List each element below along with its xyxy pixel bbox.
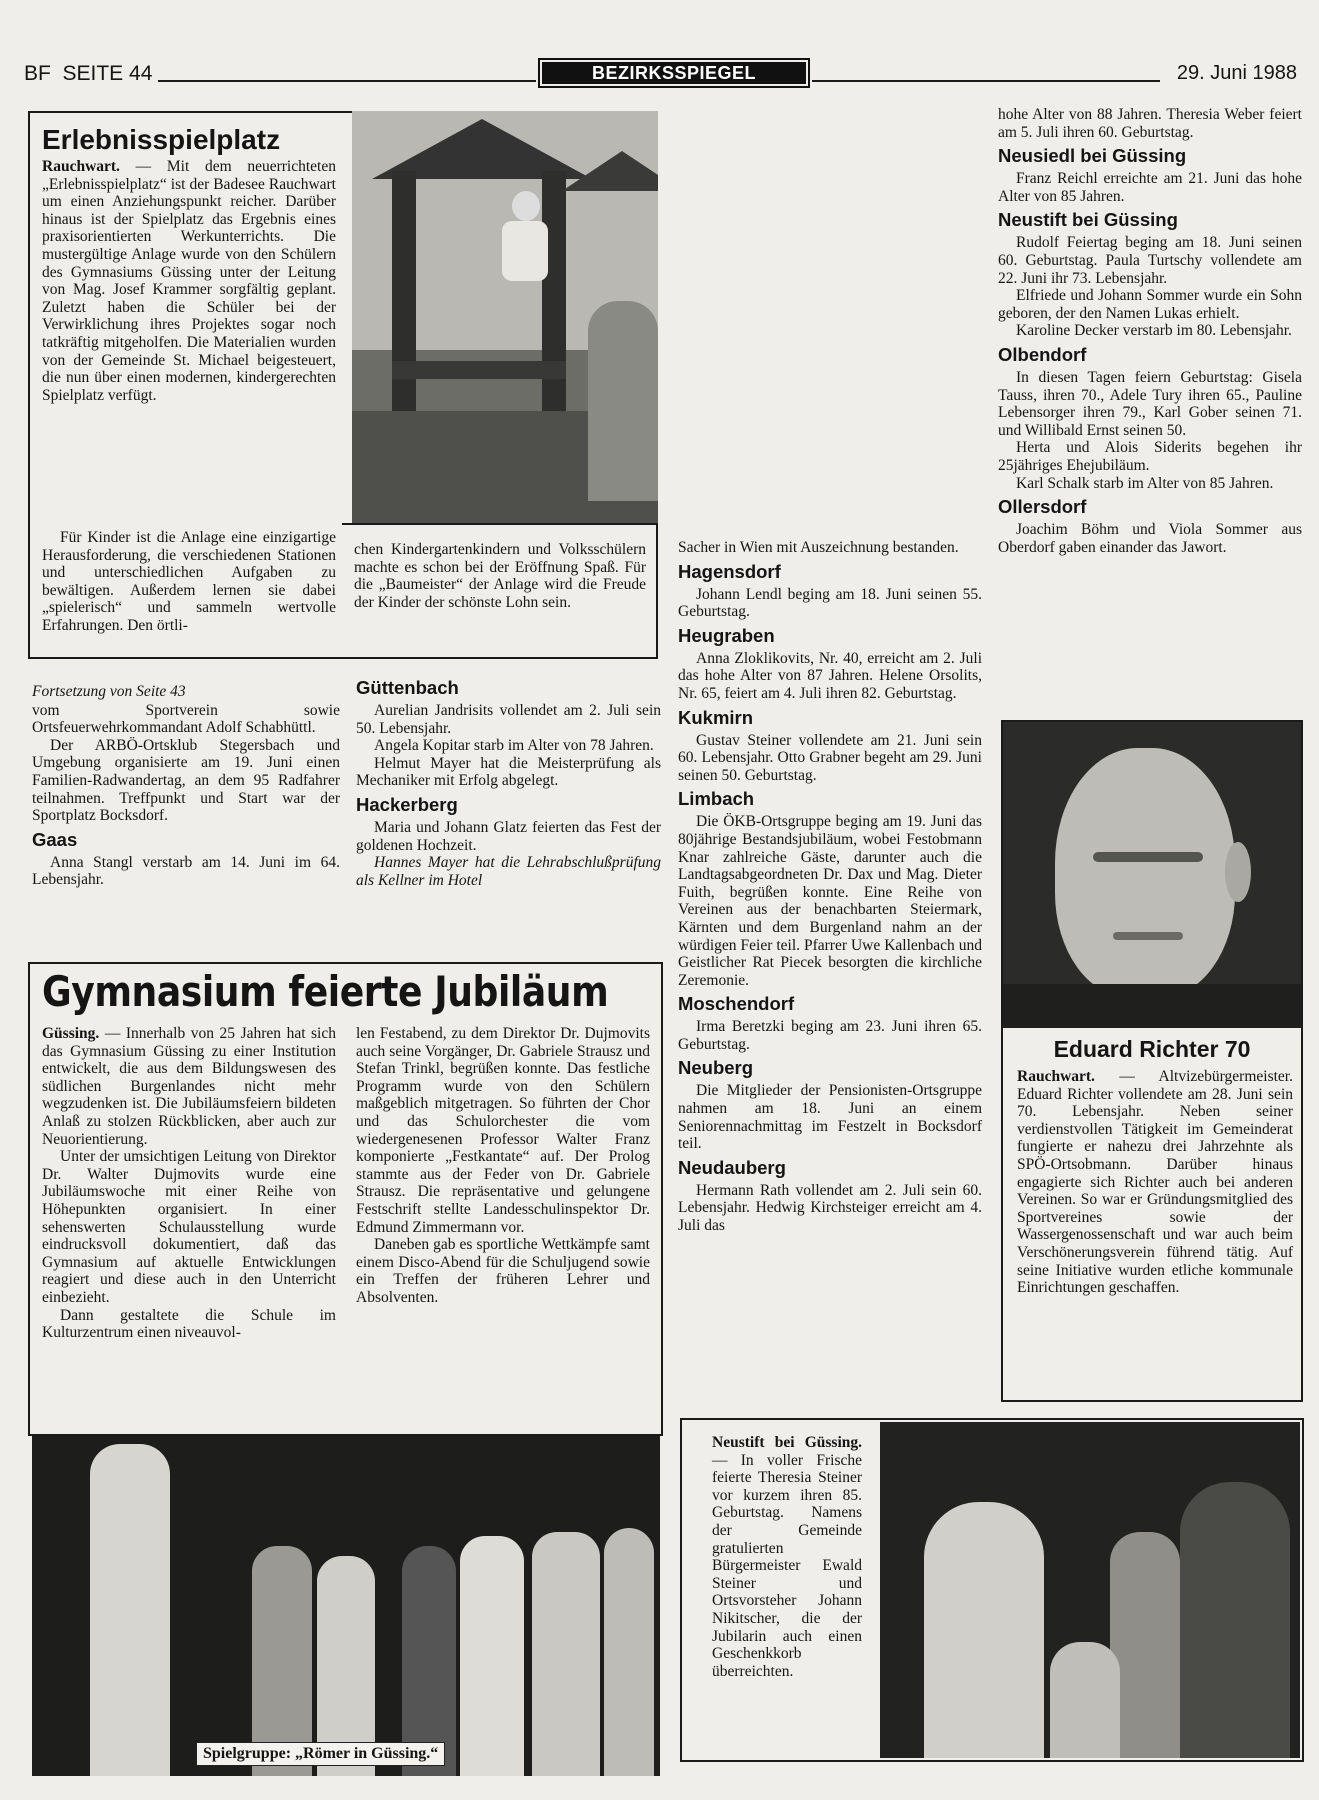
- col4-news: hohe Alter von 88 Jahren. Theresia Weber feiert am 5. Juli ihren 60. Geburtstag. Neusiedl bei Güssing Franz Reichl erreichte am 21. Juni das hohe Alter von 85 Jahren. Neustift bei Güssing Rudolf Feiertag beging am 18. Juni seinen 60. Geburtstag. Paula Turtschy vollendete am 22. Juni ihr 73. Lebensjahr. Elfriede und Johann Sommer wurde ein Sohn geboren, der den Namen Lukas erhielt. Karoline Decker verstarb im 80. Lebensjahr. Olbendorf In diesen Tagen feiern Geburtstag: Gisela Tauss, ihren 70., Adele Tury ihren 65., Pauline Lebensorger ihren 79., Karl Gober seinen 71. und Willibald Ernst seinen 50. Herta und Alois Siderits begehen ihr 25jähriges Ehejubiläum. Karl Schalk starb im Alter von 85 Jahren. Ollersdorf Joachim Böhm und Viola Sommer aus Oberdorf gaben einander das Jawort.: [998, 106, 1302, 556]
- header-rule-left: [158, 80, 536, 82]
- portrait-mouth: [1113, 932, 1183, 940]
- portrait-head: [1055, 748, 1235, 998]
- heading-kukmirn: Kukmirn: [678, 706, 754, 728]
- photo-actor-1: [90, 1444, 170, 1776]
- photo-actor-5: [460, 1536, 524, 1776]
- photo-man-right: [1180, 1482, 1290, 1758]
- section-title: BEZIRKSSPIEGEL: [542, 62, 806, 84]
- heading-guettenbach: Güttenbach: [356, 677, 459, 698]
- page-number: BF SEITE 44: [24, 62, 153, 85]
- photo-jubilarin: [1050, 1642, 1120, 1758]
- dateline-neustift: Neustift bei Güssing.: [712, 1434, 862, 1451]
- article-gymnasium-col1: Güssing. — Innerhalb von 25 Jahren hat sich das Gymnasium Güssing zu einer Institution entwickelt, die aus dem Bildungswesen des südlichen Burgenlandes nicht mehr wegzudenken ist. Die Jubiläumsfeiern bildeten Anlaß zu stolzen Rückblicken, aber auch zur Neuorientierung. Unter der umsichtigen Leitung von Direktor Dr. Walter Dujmovits wurde eine Jubiläumswoche mit einer Reihe von Höhepunkten organisiert. In einer sehenswerten Schulausstellung wurde eindrucksvoll dokumentiert, daß das Gymnasium auf aktuelle Entwicklungen reagiert und diese auch in den Unterricht einbezieht. Dann gestaltete die Schule im Kulturzentrum einen niveauvol-: [42, 1025, 336, 1342]
- dateline-rauchwart-2: Rauchwart.: [1017, 1068, 1095, 1085]
- article-spielplatz-col2-lower: chen Kindergartenkindern und Volksschülern machte es schon bei der Eröffnung Spaß. Für die „Baumeister“ der Anlage wird die Freude der Kinder der schönste Lohn sein.: [354, 541, 646, 611]
- photo-man-left: [924, 1502, 1044, 1758]
- photo-woman-centre: [1110, 1532, 1180, 1758]
- photo-playground: [352, 111, 658, 523]
- spielplatz-divider: [342, 523, 658, 525]
- photo-crowd: [588, 301, 658, 501]
- portrait-eyes: [1093, 852, 1203, 862]
- dateline-guessing: Güssing.: [42, 1025, 100, 1042]
- heading-moschendorf: Moschendorf: [678, 993, 795, 1015]
- heading-hackerberg: Hackerberg: [356, 793, 458, 815]
- heading-ollersdorf: Ollersdorf: [998, 496, 1087, 518]
- photo-steiner-birthday: [880, 1422, 1300, 1758]
- heading-heugraben: Heugraben: [678, 624, 775, 646]
- col1-news: Fortsetzung von Seite 43 vom Sportverein sowie Ortsfeuerwehrkommandant Adolf Schabhüttl. Der ARBÖ-Ortsklub Stegersbach und Umgebung organisierte am 19. Juni einen Familien-Radwandertag, an dem 95 Radfahrer teilnahmen. Treffpunkt und Start war der Sportplatz Bocksdorf. Gaas Anna Stangl verstarb am 14. Juni im 64. Lebensjahr.: [32, 683, 340, 889]
- header-rule-right: [812, 80, 1160, 82]
- article-spielplatz-body: Rauchwart. — Mit dem neuerrichteten „Erlebnisspielplatz“ ist der Badesee Rauchwart um einen Anziehungspunkt reicher. Darüber hinaus ist der Spielplatz das Ergebnis eines praxisorientierten Werkunterrichts. Die mustergültige Anlage wurde von den Schülern des Gymnasiums Güssing unter der Leitung von Mag. Josef Krammer sorgfältig geplant. Zuletzt haben die Schüler bei der Verwirklichung ihres Projektes sogar noch tatkräftig mitgeholfen. Die Materialien wurden von der Gemeinde St. Michael beigesteuert, die nun über einen modernen, kindergerechten Spielplatz verfügt.: [42, 158, 336, 404]
- continuation-note: Fortsetzung von Seite 43: [32, 683, 186, 700]
- article-richter-title: Eduard Richter 70: [1053, 1036, 1251, 1062]
- photo-actor-6: [532, 1532, 600, 1776]
- heading-neuberg: Neuberg: [678, 1057, 754, 1079]
- heading-neustift: Neustift bei Güssing: [998, 209, 1178, 231]
- heading-neusiedl: Neusiedl bei Güssing: [998, 145, 1187, 167]
- portrait-suit: [1003, 984, 1301, 1028]
- article-steiner-text: Neustift bei Güssing. — In voller Frische feierte Theresia Steiner vor kurzem ihren 85. Geburtstag. Namens der Gemeinde gratulierten Bürgermeister Ewald Steiner und Ortsvorsteher Johann Nikitscher, die der Jubilarin auch einen Geschenkkorb überreichten.: [712, 1434, 862, 1680]
- article-spielplatz-col1-lower: Für Kinder ist die Anlage eine einzigartige Herausforderung, die verschiedenen Stationen und unterschiedlichen Aufgaben zu bewältigen. Außerdem lernen sie dabei „spielerisch“ und sammeln wertvolle Erfahrungen. Den örtli-: [42, 529, 336, 634]
- heading-olbendorf: Olbendorf: [998, 343, 1087, 365]
- photo-child-shirt: [502, 221, 548, 281]
- photo-second-roof: [562, 151, 658, 191]
- article-richter-box: [1001, 720, 1303, 1402]
- article-spielplatz-title: Erlebnisspielplatz: [42, 124, 281, 155]
- article-spielplatz-col1: [42, 124, 336, 404]
- heading-limbach: Limbach: [678, 788, 755, 810]
- photo-tower-roof: [372, 119, 592, 179]
- caption-roemer: Spielgruppe: „Römer in Güssing.“: [196, 1742, 445, 1766]
- heading-neudauberg: Neudauberg: [678, 1156, 786, 1178]
- photo-child-head: [512, 191, 540, 221]
- photo-roemer-in-guessing: [32, 1436, 660, 1776]
- dateline-rauchwart: Rauchwart.: [42, 158, 120, 175]
- photo-portrait-richter: [1003, 722, 1301, 1028]
- col2-news: Güttenbach Aurelian Jandrisits vollendet am 2. Juli sein 50. Lebensjahr. Angela Kopitar starb im Alter von 78 Jahren. Helmut Mayer hat die Meisterprüfung als Mechaniker mit Erfolg abgelegt. Hackerberg Maria und Johann Glatz feierten das Fest der goldenen Hochzeit. Hannes Mayer hat die Lehrabschlußprüfung als Kellner im Hotel: [356, 677, 661, 889]
- photo-actor-7: [604, 1528, 654, 1776]
- article-gymnasium-title: Gymnasium feierte Jubiläum: [42, 967, 609, 1016]
- heading-hagensdorf: Hagensdorf: [678, 560, 781, 582]
- article-gymnasium-col2: len Festabend, zu dem Direktor Dr. Dujmovits auch seine Vorgänger, Dr. Gabriele Strausz und Stefan Trinkl, begrüßen konnte. Das festliche Programm wurde von den Schülern maßgeblich mitgetragen. So führten der Chor und das Schulorchester die vom wiedergenesenen Professor Walter Franz komponierte „Festkantate“ auf. Der Prolog stammte aus der Feder von Dr. Gabriele Strausz. Die repräsentative und gelungene Festschrift stellte Landesschulinspektor Dr. Edmund Zimmermann vor. Daneben gab es sportliche Wettkämpfe samt einem Disco-Abend für die Schuljugend sowie ein Treffen der früheren Lehrer und Absolventen.: [356, 1025, 650, 1306]
- issue-date: 29. Juni 1988: [1176, 62, 1297, 84]
- portrait-ear: [1225, 842, 1251, 902]
- section-banner: [538, 58, 810, 88]
- heading-gaas: Gaas: [32, 828, 78, 850]
- article-richter-body: Rauchwart. — Altvizebürgermeister. Eduard Richter vollendete am 28. Juni sein 70. Lebensjahr. Neben seiner verdienstvollen Tätigkeit im Gemeinderat fungierte er nahezu drei Jahrzehnte als SPÖ-Ortsobmann. Darüber hinaus engagierte sich Richter auch bei anderen Vereinen. So war er Gründungsmitglied des Sportvereines sowie der Wassergenossenschaft und war auch beim Verschönerungsverein führend tätig. Auf seine Initiative wurden etliche kommunale Einrichtungen geschaffen.: [1017, 1068, 1293, 1297]
- photo-tower-beam: [392, 361, 566, 379]
- col3-news: Sacher in Wien mit Auszeichnung bestanden. Hagensdorf Johann Lendl beging am 18. Juni seinen 55. Geburtstag. Heugraben Anna Zloklikovits, Nr. 40, erreicht am 2. Juli das hohe Alter von 87 Jahren. Helene Orsolits, Nr. 65, feiert am 4. Juli ihren 82. Geburtstag. Kukmirn Gustav Steiner vollendete am 21. Juni sein 60. Lebensjahr. Otto Grabner begeht am 29. Juni seinen 50. Geburtstag. Limbach Die ÖKB-Ortsgruppe beging am 19. Juni das 80jährige Bestandsjubiläum, wobei Festobmann Knar zahlreiche Gäste, darunter auch die Landtagsabgeordneten Dr. Dax und Mag. Dieter Fuith, begrüßen konnte. Eine Reihe von Vereinen aus der benachbarten Steiermark, Kärnten und dem Burgenland nahm an der würdigen Feier teil. Pfarrer Uwe Kallenbach und Geistlicher Rat Piecek besorgten die kirchliche Zeremonie. Moschendorf Irma Beretzki beging am 23. Juni ihren 65. Geburtstag. Neuberg Die Mitglieder der Pensionisten-Ortsgruppe nahmen am 18. Juni an einem Seniorennachmittag im Festzelt in Bocksdorf teil. Neudauberg Hermann Rath vollendet am 2. Juli sein 60. Lebensjahr. Hedwig Kirchsteiger erreicht am 4. Juli das: [678, 539, 982, 1235]
